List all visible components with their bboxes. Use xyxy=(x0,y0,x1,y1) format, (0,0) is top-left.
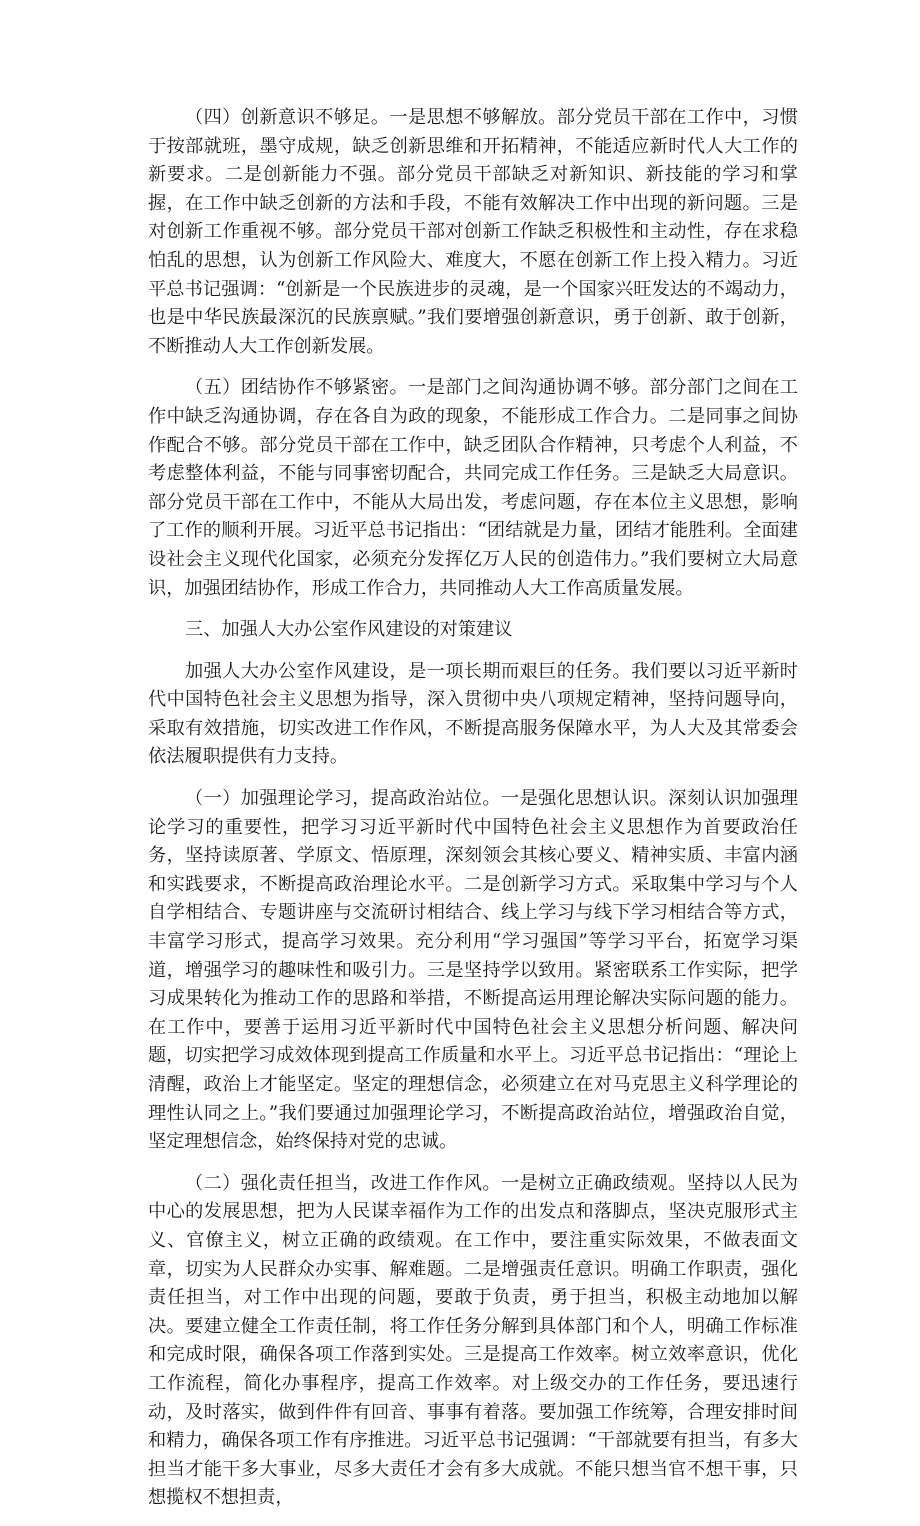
paragraph-theory-study: （一）加强理论学习，提高政治站位。一是强化思想认识。深刻认识加强理论学习的重要性，把学习习近平新时代中国特色社会主义思想作为首要政治任务，坚持读原著、学原文、悟原理，深刻领会其核心要义、精神实质、丰富内涵和实践要求，不断提高政治理论水平。二是创新学习方式。采取集中学习与个人自学相结合、专题讲座与交流研讨相结合、线上学习与线下学习相结合等方式，丰富学习形式，提高学习效果。充分利用“学习强国”等学习平台，拓宽学习渠道，增强学习的趣味性和吸引力。三是坚持学以致用。紧密联系工作实际，把学习成果转化为推动工作的思路和举措，不断提高运用理论解决实际问题的能力。在工作中，要善于运用习近平新时代中国特色社会主义思想分析问题、解决问题，切实把学习成效体现到提高工作质量和水平上。习近平总书记指出：“理论上清醒，政治上才能坚定。坚定的理想信念，必须建立在对马克思主义科学理论的理性认同之上。”我们要通过加强理论学习，不断提高政治站位，增强政治自觉，坚定理想信念，始终保持对党的忠诚。 xyxy=(148,788,798,1153)
section-heading: 三、加强人大办公室作风建设的对策建议 xyxy=(185,619,513,641)
paragraph-responsibility: （二）强化责任担当，改进工作作风。一是树立正确政绩观。坚持以人民为中心的发展思想，把为人民谋幸福作为工作的出发点和落脚点，坚决克服形式主义、官僚主义，树立正确的政绩观。在工作中，要注重实际效果，不做表面文章，切实为人民群众办实事、解难题。二是增强责任意识。明确工作职责，强化责任担当，对工作中出现的问题，要敢于负责，勇于担当，积极主动地加以解决。要建立健全工作责任制，将工作任务分解到具体部门和个人，明确工作标准和完成时限，确保各项工作落到实处。三是提高工作效率。树立效率意识，优化工作流程，简化办事程序，提高工作效率。对上级交办的工作任务，要迅速行动，及时落实，做到件件有回音、事事有着落。要加强工作统筹，合理安排时间和精力，确保各项工作有序推进。习近平总书记强调：“干部就要有担当，有多大担当才能干多大事业，尽多大责任才会有多大成就。不能只想当官不想干事，只想揽权不想担责， xyxy=(148,1172,798,1509)
paragraph-teamwork: （五）团结协作不够紧密。一是部门之间沟通协调不够。部分部门之间在工作中缺乏沟通协调，存在各自为政的现象，不能形成工作合力。二是同事之间协作配合不够。部分党员干部在工作中，缺乏团队合作精神，只考虑个人利益，不考虑整体利益，不能与同事密切配合，共同完成工作任务。三是缺乏大局意识。部分党员干部在工作中，不能从大局出发，考虑问题，存在本位主义思想，影响了工作的顺利开展。习近平总书记指出：“团结就是力量，团结才能胜利。全面建设社会主义现代化国家，必须充分发挥亿万人民的创造伟力。”我们要树立大局意识，加强团结协作，形成工作合力，共同推动人大工作高质量发展。 xyxy=(148,377,798,599)
paragraph-innovation: （四）创新意识不够足。一是思想不够解放。部分党员干部在工作中，习惯于按部就班，墨守成规，缺乏创新思维和开拓精神，不能适应新时代人大工作的新要求。二是创新能力不强。部分党员干部缺乏对新知识、新技能的学习和掌握，在工作中缺乏创新的方法和手段，不能有效解决工作中出现的新问题。三是对创新工作重视不够。部分党员干部对创新工作缺乏积极性和主动性，存在求稳怕乱的思想，认为创新工作风险大、难度大，不愿在创新工作上投入精力。习近平总书记强调：“创新是一个民族进步的灵魂，是一个国家兴旺发达的不竭动力，也是中华民族最深沉的民族禀赋。”我们要增强创新意识，勇于创新、敢于创新，不断推动人大工作创新发展。 xyxy=(148,107,798,357)
paragraph-section-intro: 加强人大办公室作风建设，是一项长期而艰巨的任务。我们要以习近平新时代中国特色社会主义思想为指导，深入贯彻中央八项规定精神，坚持问题导向，采取有效措施，切实改进工作作风，不断提高服务保障水平，为人大及其常委会依法履职提供有力支持。 xyxy=(148,660,798,768)
document-page xyxy=(148,104,798,1526)
